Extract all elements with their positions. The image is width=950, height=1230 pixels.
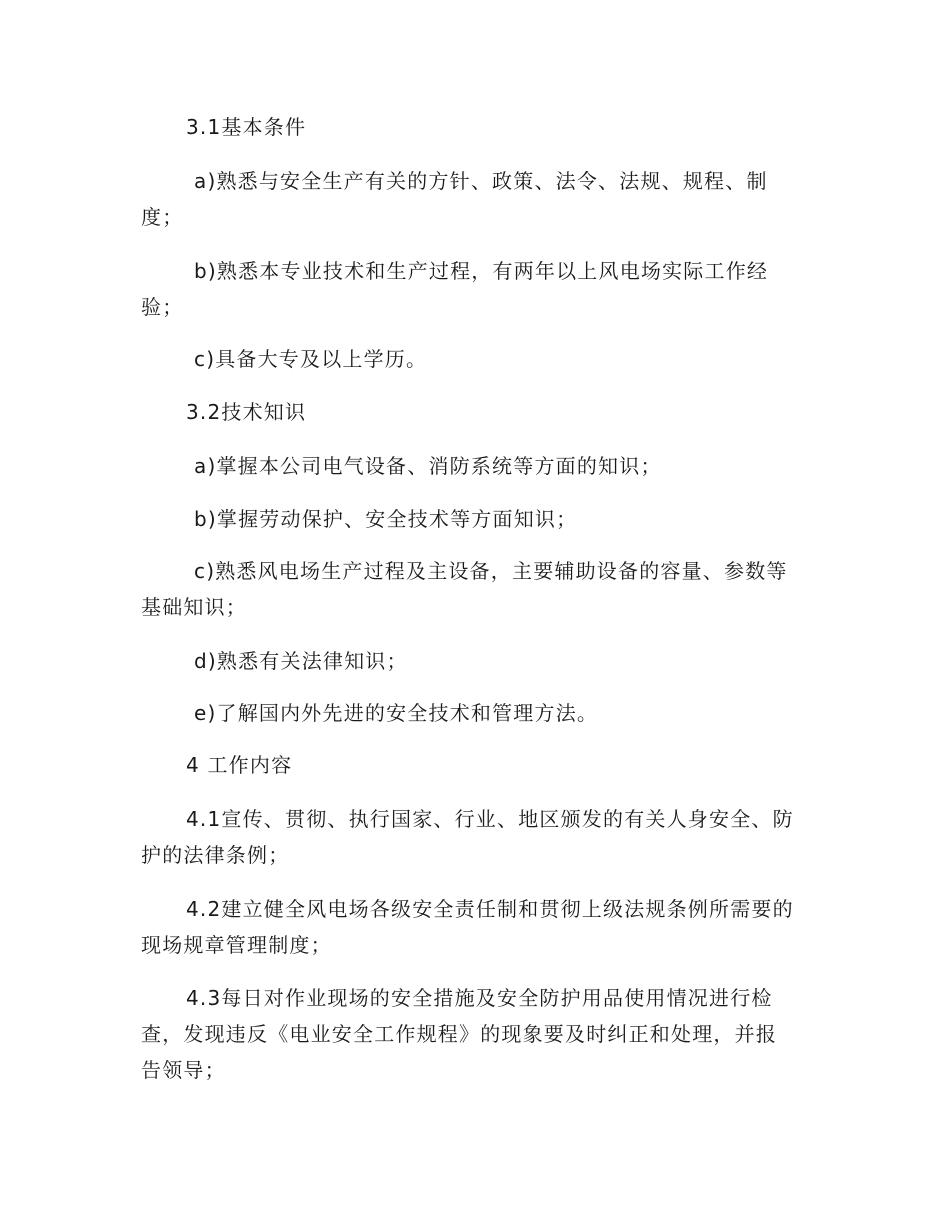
- paragraph-3-1-a-line1: a)熟悉与安全生产有关的方针、政策、法令、法规、规程、制: [194, 169, 768, 193]
- paragraph-4-1-line1: 4.1宣传、贯彻、执行国家、行业、地区颁发的有关人身安全、防: [186, 807, 794, 831]
- paragraph-3-2-c-line1: c)熟悉风电场生产过程及主设备，主要辅助设备的容量、参数等: [194, 559, 788, 583]
- paragraph-3-2-a-line1: a)掌握本公司电气设备、消防系统等方面的知识；: [194, 454, 662, 478]
- section-heading-3-1: 3.1基本条件: [186, 115, 307, 139]
- paragraph-4-3-line2: 查，发现违反《电业安全工作规程》的现象要及时纠正和处理，并报: [141, 1022, 777, 1046]
- section-heading-4: 4 工作内容: [186, 753, 293, 777]
- paragraph-4-2-line2: 现场规章管理制度；: [141, 933, 332, 957]
- paragraph-3-1-b-line2: 验；: [141, 295, 184, 319]
- paragraph-3-2-d-line1: d)熟悉有关法律知识；: [194, 649, 408, 673]
- paragraph-3-2-b-line1: b)掌握劳动保护、安全技术等方面知识；: [194, 507, 578, 531]
- paragraph-3-2-c-line2: 基础知识；: [141, 595, 247, 619]
- paragraph-3-1-a-line2: 度；: [141, 205, 184, 229]
- paragraph-4-2-line1: 4.2建立健全风电场各级安全责任制和贯彻上级法规条例所需要的: [186, 897, 794, 921]
- paragraph-4-1-line2: 护的法律条例；: [141, 843, 290, 867]
- paragraph-4-3-line1: 4.3每日对作业现场的安全措施及安全防护用品使用情况进行检: [186, 986, 773, 1010]
- paragraph-3-2-e-line1: e)了解国内外先进的安全技术和管理方法。: [194, 701, 599, 725]
- paragraph-3-1-b-line1: b)熟悉本专业技术和生产过程，有两年以上风电场实际工作经: [194, 259, 769, 283]
- paragraph-3-1-c-line1: c)具备大专及以上学历。: [194, 347, 428, 371]
- section-heading-3-2: 3.2技术知识: [186, 400, 307, 424]
- paragraph-4-3-line3: 告领导；: [141, 1058, 226, 1082]
